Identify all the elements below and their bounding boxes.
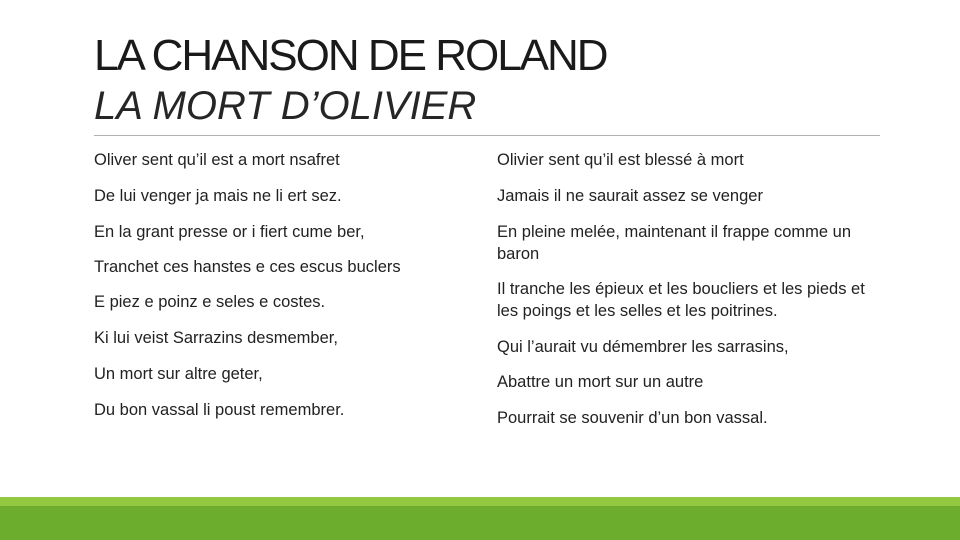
modern-french-line: Qui l’aurait vu démembrer les sarrasins, (497, 338, 789, 356)
old-french-line: En la grant presse or i fiert cume ber, (94, 223, 365, 241)
modern-french-line: Abattre un mort sur un autre (497, 373, 704, 391)
modern-french-line: Olivier sent qu’il est blessé à mort (497, 151, 744, 169)
modern-french-line: Jamais il ne saurait assez se venger (497, 187, 763, 205)
old-french-line: De lui venger ja mais ne li ert sez. (94, 187, 342, 205)
old-french-line: Ki lui veist Sarrazins desmember, (94, 329, 338, 347)
title-divider (94, 135, 880, 136)
old-french-line: Tranchet ces hanstes e ces escus buclers (94, 258, 401, 276)
slide-title: LA CHANSON DE ROLAND (94, 31, 607, 80)
footer-accent-bar (0, 497, 960, 540)
old-french-line: E piez e poinz e seles e costes. (94, 293, 326, 311)
footer-bar-light (0, 497, 960, 506)
old-french-line: Du bon vassal li poust remembrer. (94, 401, 345, 419)
slide-subtitle: LA MORT D’OLIVIER (94, 84, 477, 128)
old-french-line: Oliver sent qu’il est a mort nsafret (94, 151, 340, 169)
old-french-line: Un mort sur altre geter, (94, 365, 263, 383)
modern-french-line: En pleine melée, maintenant il frappe comme un baron (497, 223, 852, 263)
modern-french-line: Pourrait se souvenir d’un bon vassal. (497, 409, 768, 427)
modern-french-line: Il tranche les épieux et les boucliers et les pieds et les poings et les selles et les poitrines. (497, 280, 865, 320)
footer-bar-dark (0, 506, 960, 540)
